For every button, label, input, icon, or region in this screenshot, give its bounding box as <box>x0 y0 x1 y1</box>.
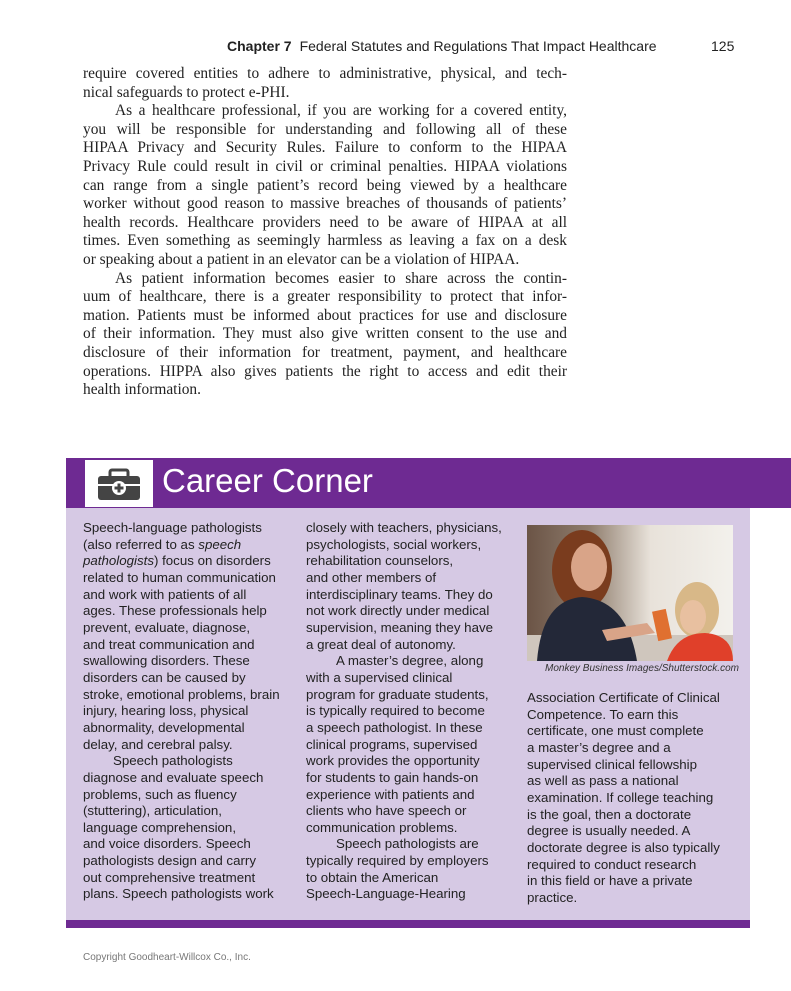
career-text-line: and treat communication and <box>83 636 255 652</box>
career-text-line: certificate, one must complete <box>527 723 704 739</box>
career-text-line: in this field or have a private <box>527 873 693 889</box>
career-text-line: a master’s degree and a <box>527 739 671 755</box>
career-text-line: a great deal of autonomy. <box>306 636 456 652</box>
body-line: you will be responsible for understanding and following all of these <box>83 120 567 138</box>
career-text-line: work provides the opportunity <box>306 753 480 769</box>
body-line: health records. Healthcare providers need to be aware of HIPAA at all <box>83 213 567 231</box>
career-text-line: supervised clinical fellowship <box>527 756 697 772</box>
body-line: of their information. They must also give written consent to the use and <box>83 325 567 343</box>
career-text-line: communication problems. <box>306 819 458 835</box>
career-text-line: Speech pathologists <box>113 753 233 769</box>
career-text-line: language comprehension, <box>83 819 237 835</box>
career-text-line: Speech-language pathologists <box>83 520 262 535</box>
body-line: mation. Patients must be informed about practices for use and disclosure <box>83 306 567 324</box>
career-text-line: out comprehensive treatment <box>83 869 256 885</box>
career-text-line: supervision, meaning they have <box>306 619 494 635</box>
copyright-footer: Copyright Goodheart-Willcox Co., Inc. <box>83 952 251 963</box>
body-line: uum of healthcare, there is a greater responsibility to protect that infor- <box>83 288 567 306</box>
body-line: can range from a single patient’s record being viewed by a healthcare <box>83 176 567 194</box>
speech-therapy-photo <box>527 525 733 661</box>
body-line: As patient information becomes easier to share across the contin- <box>115 269 567 287</box>
career-text-line: problems, such as fluency <box>83 786 237 802</box>
career-text-line: pathologists) focus on disorders <box>83 553 271 569</box>
career-text-line: typically required by employers <box>306 853 489 869</box>
photo-credit: Monkey Business Images/Shutterstock.com <box>545 663 739 674</box>
career-text-line: with a supervised clinical <box>306 669 453 685</box>
career-text-line: program for graduate students, <box>306 686 489 702</box>
page-number: 125 <box>711 38 735 54</box>
body-line: require covered entities to adhere to administrative, physical, and tech- <box>83 65 567 82</box>
career-text-line: and voice disorders. Speech <box>83 836 251 852</box>
career-text-line: diagnose and evaluate speech <box>83 769 264 785</box>
body-line: times. Even something as seemingly harmless as leaving a fax on a desk <box>83 232 567 250</box>
career-text-line: abnormality, developmental <box>83 719 245 735</box>
career-text-line: Association Certificate of Clinical <box>527 690 720 705</box>
career-text-line: plans. Speech pathologists work <box>83 886 274 902</box>
career-text-line: related to human communication <box>83 569 276 585</box>
career-text-line: (stuttering), articulation, <box>83 803 222 819</box>
career-text-line: (also referred to as speech <box>83 536 242 552</box>
career-text-line: Speech pathologists are <box>336 836 479 852</box>
career-text-line: disorders can be caused by <box>83 669 246 685</box>
career-text-line: and other members of <box>306 569 437 585</box>
career-corner-title: Career Corner <box>162 462 373 499</box>
career-text-line: is the goal, then a doctorate <box>527 806 692 822</box>
career-corner-bottom-bar <box>66 920 750 928</box>
career-text-line: is typically required to become <box>306 703 485 719</box>
career-text-line: clients who have speech or <box>306 803 467 819</box>
body-line: health information. <box>83 381 201 399</box>
career-text-line: injury, hearing loss, physical <box>83 703 249 719</box>
career-text-line: not work directly under medical <box>306 603 490 619</box>
career-text-line: psychologists, social workers, <box>306 536 482 552</box>
career-text-line: delay, and cerebral palsy. <box>83 736 233 752</box>
career-text-line: prevent, evaluate, diagnose, <box>83 619 251 635</box>
career-text-line: examination. If college teaching <box>527 789 714 805</box>
career-text-line: doctorate degree is also typically <box>527 839 720 855</box>
career-text-line: rehabilitation counselors, <box>306 553 454 569</box>
body-line: operations. HIPPA also gives patients the right to access and edit their <box>83 362 567 380</box>
body-line: disclosure of their information for treatment, payment, and healthcare <box>83 343 567 361</box>
career-text-line: as well as pass a national <box>527 773 679 789</box>
career-text-line: pathologists design and carry <box>83 853 256 869</box>
career-text-line: to obtain the American <box>306 869 439 885</box>
career-text-line: degree is usually needed. A <box>527 823 691 839</box>
career-column-2 <box>306 520 502 903</box>
career-text-line: interdisciplinary teams. They do <box>306 586 493 602</box>
career-text-line: experience with patients and <box>306 786 475 802</box>
career-text-line: swallowing disorders. These <box>83 653 250 669</box>
body-line: As a healthcare professional, if you are working for a covered entity, <box>115 102 567 120</box>
body-line: or speaking about a patient in an elevator can be a violation of HIPAA. <box>83 250 520 268</box>
career-text-line: stroke, emotional problems, brain <box>83 686 280 702</box>
career-text-line: clinical programs, supervised <box>306 736 478 752</box>
career-column-3 <box>527 690 720 907</box>
body-line: HIPAA Privacy and Security Rules. Failure to conform to the HIPAA <box>83 139 567 157</box>
career-text-line: Speech-Language-Hearing <box>306 886 466 902</box>
running-header <box>227 38 657 54</box>
career-text-line: ages. These professionals help <box>83 603 267 619</box>
career-text-line: Competence. To earn this <box>527 706 679 722</box>
career-text-line: required to conduct research <box>527 856 697 872</box>
career-text-line: a speech pathologist. In these <box>306 719 483 735</box>
chapter-label: Chapter 7 <box>227 38 292 54</box>
body-line: worker without good reason to massive breaches of thousands of patients’ <box>83 195 567 213</box>
body-text <box>83 65 567 400</box>
medical-kit-icon <box>85 460 153 507</box>
career-column-1 <box>83 520 280 903</box>
body-line: nical safeguards to protect e-PHI. <box>83 83 290 101</box>
career-text-line: and work with patients of all <box>83 586 247 602</box>
chapter-title: Federal Statutes and Regulations That Impact Healthcare <box>299 38 657 54</box>
career-text-line: practice. <box>527 889 578 905</box>
career-text-line: A master’s degree, along <box>336 653 484 669</box>
body-line: Privacy Rule could result in civil or criminal penalties. HIPAA violations <box>83 157 567 175</box>
career-text-line: closely with teachers, physicians, <box>306 520 502 535</box>
career-text-line: for students to gain hands-on <box>306 769 479 785</box>
